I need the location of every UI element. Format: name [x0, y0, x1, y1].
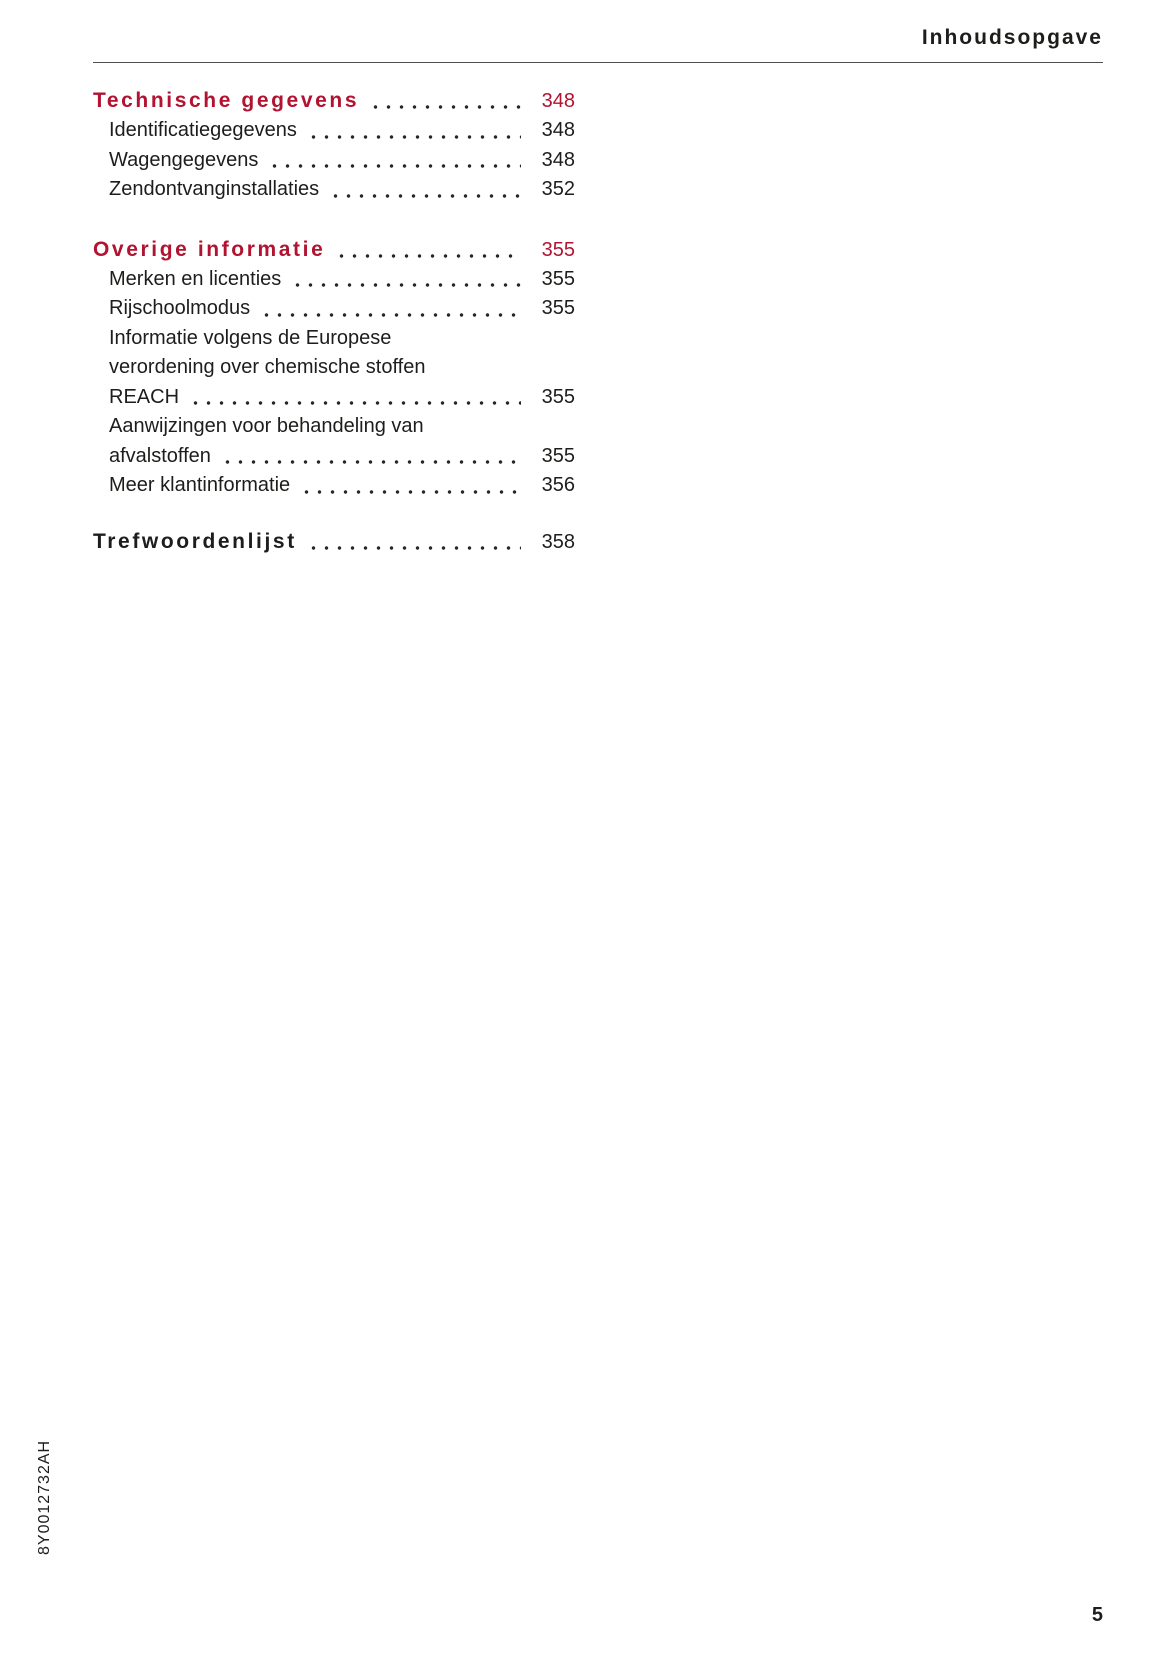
page-title: Inhoudsopgave: [921, 26, 1103, 49]
section-title: Overige informatie: [93, 237, 326, 261]
section-title-row: [93, 527, 575, 557]
header-divider: [93, 62, 1103, 63]
entry-page-number: 348: [541, 119, 575, 141]
entry-label: Merken en licenties: [109, 267, 282, 290]
dot-leader: [256, 294, 521, 324]
dot-leader: [325, 175, 521, 205]
section-title-row: [93, 86, 575, 116]
dot-leader: [331, 235, 521, 265]
toc-entry-line: [93, 265, 575, 295]
entry-label: Wagengegevens: [109, 148, 259, 171]
entry-label: Meer klantinformatie: [109, 474, 291, 496]
toc-entry-line: [93, 442, 575, 472]
toc-entry-line: [93, 294, 575, 324]
toc-section: [93, 527, 575, 557]
entry-label: verordening over chemische stoffen: [109, 356, 426, 378]
entry-label: Rijschoolmodus: [109, 297, 251, 319]
toc-entry-line: [93, 116, 575, 146]
entry-page-number: 355: [541, 385, 575, 408]
entry-page-number: 355: [541, 297, 575, 319]
dot-leader: [303, 116, 521, 146]
entry-label: Identificatiegegevens: [109, 119, 297, 141]
entry-label: Informatie volgens de Europese: [109, 326, 392, 349]
entry-label: afvalstoffen: [109, 444, 211, 467]
entry-page-number: 355: [541, 267, 575, 290]
dot-leader: [217, 442, 521, 472]
page-header: [93, 26, 1103, 50]
entry-label: REACH: [109, 385, 180, 408]
dot-leader: [185, 383, 521, 413]
toc-entry-line: [93, 383, 575, 413]
section-title: Trefwoordenlijst: [93, 529, 297, 553]
dot-leader: [264, 146, 521, 176]
toc-entry-line: [93, 471, 575, 501]
toc-entry-line: [93, 324, 575, 354]
toc-entry-line: [93, 353, 575, 383]
document-code: 8Y0012732AH: [36, 1439, 53, 1555]
section-title: Technische gegevens: [93, 89, 360, 112]
entry-page-number: 348: [541, 148, 575, 171]
section-title-row: [93, 235, 575, 265]
dot-leader: [303, 527, 521, 557]
toc-entry-line: [93, 146, 575, 176]
page-number: 5: [1091, 1604, 1103, 1626]
toc: [93, 86, 575, 557]
entry-page-number: 352: [541, 178, 575, 200]
entry-page-number: 355: [541, 444, 575, 467]
toc-section: [93, 86, 575, 205]
entry-label: Zendontvanginstallaties: [109, 178, 320, 200]
entry-label: Aanwijzingen voor behandeling van: [109, 415, 424, 437]
dot-leader: [287, 265, 521, 295]
dot-leader: [365, 86, 521, 116]
section-page-number: 348: [541, 90, 575, 112]
section-page-number: 355: [541, 238, 575, 261]
toc-section: [93, 235, 575, 501]
section-page-number: 358: [541, 530, 575, 553]
toc-entry-line: [93, 175, 575, 205]
dot-leader: [296, 471, 521, 501]
entry-page-number: 356: [541, 474, 575, 496]
toc-entry-line: [93, 412, 575, 442]
